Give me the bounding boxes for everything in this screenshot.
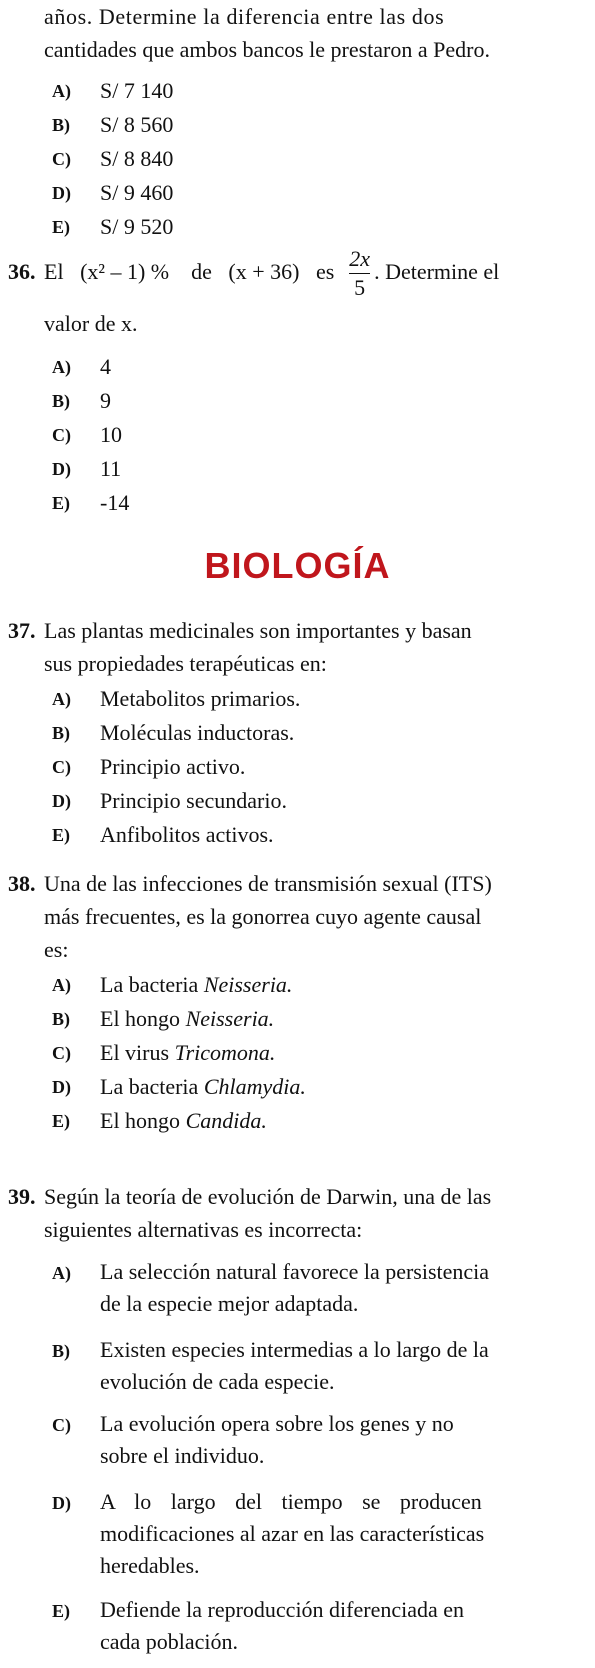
section-title: BIOLOGÍA: [204, 545, 391, 586]
question-37: [8, 614, 586, 684]
option-a: A) La selección natural favorece la persistencia de la especie mejor adaptada.: [52, 1259, 490, 1316]
question-text: Las plantas medicinales son importantes y basan sus propiedades terapéuticas en:: [44, 618, 472, 676]
option-c: C) La evolución opera sobre los genes y no sobre el individuo.: [52, 1411, 454, 1468]
option-b: B) Existen especies intermedias a lo largo de la evolución de cada especie.: [52, 1337, 489, 1394]
question-number: 36.: [8, 259, 36, 284]
option-e: E) Defiende la reproducción diferenciada en cada población.: [52, 1597, 465, 1654]
expression-1: (x² – 1) %: [80, 259, 170, 284]
question-number: 37.: [8, 618, 36, 643]
fraction: $\frac{2x}{5}$: [349, 246, 371, 301]
question-line-2: valor de x.: [44, 311, 138, 336]
question-text: Una de las infecciones de transmisión sexual (ITS) más frecuentes, es la gonorrea cuyo agente causal es:: [44, 871, 492, 962]
q35-line-1: años. Determine la diferencia entre las dos: [44, 4, 445, 29]
q35-line-2: cantidades que ambos bancos le prestaron a Pedro.: [44, 37, 490, 62]
q35-text-continuation: [44, 0, 584, 66]
exam-page: años. Determine la diferencia entre las dos cantidades que ambos bancos le prestaron a Pedro. A) S/ 7 140 B) S/ 8 560 C) S/ 8 840 D) S/ 9 460 E) S/ 9 520 36. El (x² – 1) % de (x + 36) es $\frac{2x}{5}$ . Determine el valor de x. A) 4 B) 9 C) 10 D) 11 E) -14 BIOLOGÍA 37. Las plantas medicinales son importantes y basan sus propiedades terapéuticas en: A) Metabolitos primarios. B) Moléculas inductoras. C) Principio activo. D) Principio secundario. E) Anfibolitos activos. 38. Una de las infecciones de transmisión sexual (ITS) más frecuentes, es la gonorrea cuyo agente causal es: A) La bacteria Neisseria. B) El hongo Neisseria. C) El virus Tricomona. D) La bacteria Chlamydia. E) El hongo Candida. 39. Según la teoría de evolución de Darwin, una de las siguientes alternativas es incorrecta: A) La selección natural favorece la persistencia de la especie mejor adaptada. B) Existen especies intermedias a lo largo de la evolución de cada especie. C) La evolución opera sobre los genes y no sobre el individuo. D) A lo largo del tiempo se producen modificaciones al azar en las características heredables. E) Defiende la reproducción diferenciada en cada población.: [0, 0, 595, 1662]
question-number: 38.: [8, 871, 36, 896]
question-39: [8, 1180, 586, 1250]
question-36: [8, 243, 586, 343]
question-38: [8, 867, 586, 967]
question-text: El (x² – 1) % de (x + 36) es $\frac{2x}{5}$ . Determine el valor de x.: [44, 243, 584, 340]
expression-2: (x + 36): [228, 259, 300, 284]
question-number: 39.: [8, 1184, 36, 1209]
question-text: Según la teoría de evolución de Darwin, una de las siguientes alternativas es incorrecta:: [44, 1184, 492, 1242]
option-d: D) A lo largo del tiempo se producen modificaciones al azar en las características heredables.: [52, 1489, 485, 1578]
q39-options: [52, 1256, 582, 1668]
